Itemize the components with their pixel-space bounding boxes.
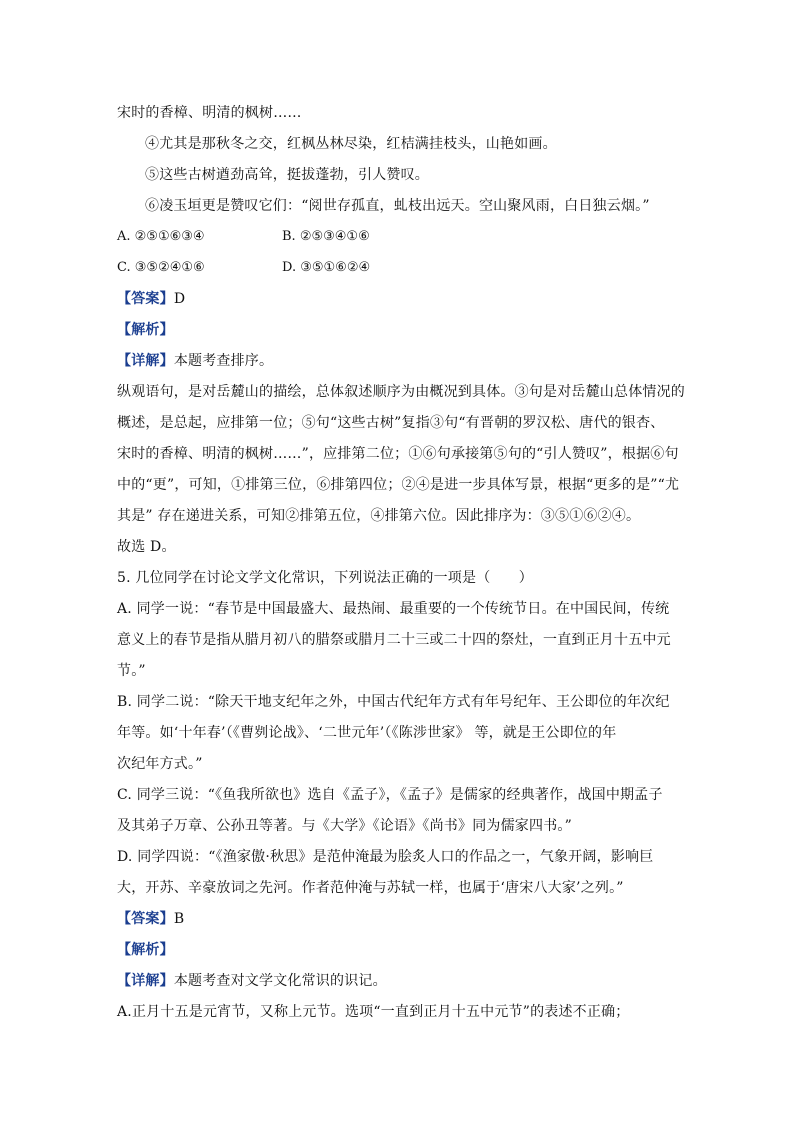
q5-option-line: 意义上的春节是指从腊月初八的腊祭或腊月二十三或二十四的祭灶，一直到正月十五中元 [117, 632, 671, 648]
answer-label: 【答案】 [117, 291, 174, 307]
option-b: B. ②⑤③④①⑥ [282, 229, 370, 244]
detail-row [117, 351, 273, 371]
detail-intro: 本题考查排序。 [173, 353, 274, 369]
answer-row [117, 289, 185, 309]
q5-detail-row [117, 971, 387, 991]
sentence-5: ⑤这些古树遒劲高耸，挺拔蓬勃，引人赞叹。 [145, 167, 429, 183]
answer-value: B [173, 911, 185, 927]
q5-option-line: 次纪年方式。” [117, 756, 203, 772]
option-a: A. ②⑤①⑥③④ [117, 229, 205, 244]
q5-answer-row [117, 909, 184, 929]
explain-line: 中的“更”，可知，①排第三位，⑥排第四位；②④是进一步具体写景，根据“更多的是”“尤 [117, 477, 680, 493]
q5-option-line: 大，开苏、辛豪放词之先河。作者范仲淹与苏轼一样，也属于‘唐宋八大家’之列。” [117, 880, 624, 896]
explain-line: 宋时的香樟、明清的枫树……”，应排第二位；①⑥句承接第⑤句的“引人赞叹”，根据⑥句 [117, 446, 679, 462]
explain-line: 纵观语句，是对岳麓山的描绘，总体叙述顺序为由概况到具体。③句是对岳麓山总体情况的 [117, 384, 685, 400]
option-c: C. ③⑤②④①⑥ [117, 260, 205, 275]
sentence-6: ⑥凌玉垣更是赞叹它们：“阅世存孤直，虬枝出远天。空山聚风雨，白日独云烟。” [145, 198, 650, 214]
q5-analysis-row [117, 940, 174, 960]
q5-option-line: 年等。如‘十年春’（《曹刿论战》、‘二世元年’（《陈涉世家》 等，就是王公即位的年 [117, 725, 617, 741]
q5-option-line: C. 同学三说：“《鱼我所欲也》选自《孟子》，《孟子》是儒家的经典著作，战国中期孟子 [117, 787, 663, 803]
sentence-4: ④尤其是那秋冬之交，红枫丛林尽染，红桔满挂枝头，山艳如画。 [145, 136, 557, 152]
detail-label: 【详解】 [117, 973, 174, 989]
q5-option-line: 节。” [117, 663, 146, 679]
analysis-row [117, 320, 174, 340]
q5-option-line: 及其弟子万章、公孙丑等著。与《大学》《论语》《尚书》同为儒家四书。” [117, 818, 572, 834]
option-d: D. ③⑤①⑥②④ [282, 260, 371, 275]
conclusion-line: 故选 D。 [117, 539, 176, 555]
detail-label: 【详解】 [117, 353, 174, 369]
q5-option-line: A. 同学一说：“春节是中国最盛大、最热闹、最重要的一个传统节日。在中国民间，传统 [117, 601, 670, 617]
answer-value: D [173, 291, 186, 307]
text-line: 宋时的香樟、明清的枫树…… [117, 105, 302, 121]
detail-intro: 本题考查对文学文化常识的识记。 [173, 973, 387, 989]
analysis-label: 【解析】 [117, 322, 174, 338]
analysis-label: 【解析】 [117, 942, 174, 958]
q5-option-line: B. 同学二说：“除天干地支纪年之外，中国古代纪年方式有年号纪年、王公即位的年次纪 [117, 694, 670, 710]
answer-label: 【答案】 [117, 911, 174, 927]
q5-explain-a: A.正月十五是元宵节，又称上元节。选项“一直到正月十五中元节”的表述不正确； [117, 1004, 630, 1020]
question-5-stem: 5. 几位同学在讨论文学文化常识，下列说法正确的一项是（ ） [117, 570, 534, 586]
q5-option-line: D. 同学四说：“《渔家傲·秋思》是范仲淹最为脍炙人口的作品之一，气象开阔，影响巨 [117, 849, 654, 865]
explain-line: 概述，是总起，应排第一位；⑤句“这些古树”复指③句“有晋朝的罗汉松、唐代的银杏、 [117, 415, 665, 431]
explain-line: 其是” 存在递进关系，可知②排第五位，④排第六位。因此排序为：③⑤①⑥②④。 [117, 508, 641, 524]
